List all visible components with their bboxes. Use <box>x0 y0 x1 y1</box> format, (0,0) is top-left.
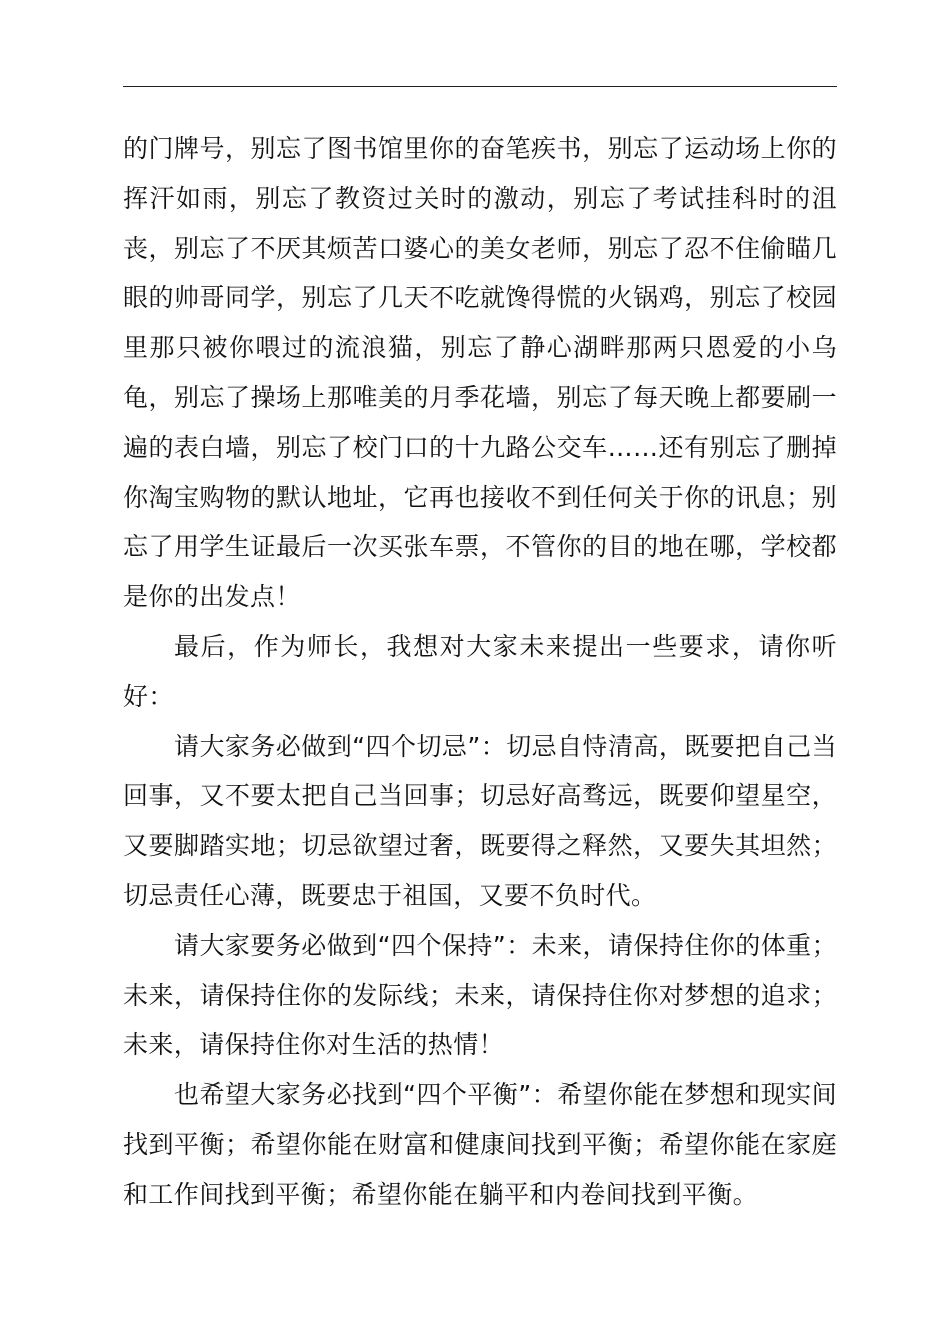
paragraph-four-balances: 也希望大家务必找到“四个平衡”：希望你能在梦想和现实间找到平衡；希望你能在财富和健康间找到平衡；希望你能在家庭和工作间找到平衡；希望你能在躺平和内卷间找到平衡。 <box>123 1080 837 1209</box>
header-divider <box>123 86 837 87</box>
paragraph-requirements-intro: 最后，作为师长，我想对大家未来提出一些要求，请你听好： <box>123 631 837 711</box>
paragraph-continuation: 的门牌号，别忘了图书馆里你的奋笔疾书，别忘了运动场上你的挥汗如雨，别忘了教资过关时的激动，别忘了考试挂科时的沮丧，别忘了不厌其烦苦口婆心的美女老师，别忘了忍不住偷瞄几眼的帅哥同学，别忘了几天不吃就馋得慌的火锅鸡，别忘了校园里那只被你喂过的流浪猫，别忘了静心湖畔那两只恩爱的小乌龟，别忘了操场上那唯美的月季花墙，别忘了每天晚上都要刷一遍的表白墙，别忘了校门口的十九路公交车……还有别忘了删掉你淘宝购物的默认地址，它再也接收不到任何关于你的讯息；别忘了用学生证最后一次买张车票，不管你的目的地在哪，学校都是你的出发点！ <box>123 134 837 612</box>
paragraph-four-keeps: 请大家要务必做到“四个保持”：未来，请保持住你的体重；未来，请保持住你的发际线；未来，请保持住你对梦想的追求；未来，请保持住你对生活的热情！ <box>123 930 837 1060</box>
paragraph-four-avoidances: 请大家务必做到“四个切忌”：切忌自恃清高，既要把自己当回事，又不要太把自己当回事；切忌好高骛远，既要仰望星空，又要脚踏实地；切忌欲望过奢，既要得之释然，又要失其坦然；切忌责任心薄，既要忠于祖国，又要不负时代。 <box>123 731 837 910</box>
document-body <box>123 124 837 1220</box>
